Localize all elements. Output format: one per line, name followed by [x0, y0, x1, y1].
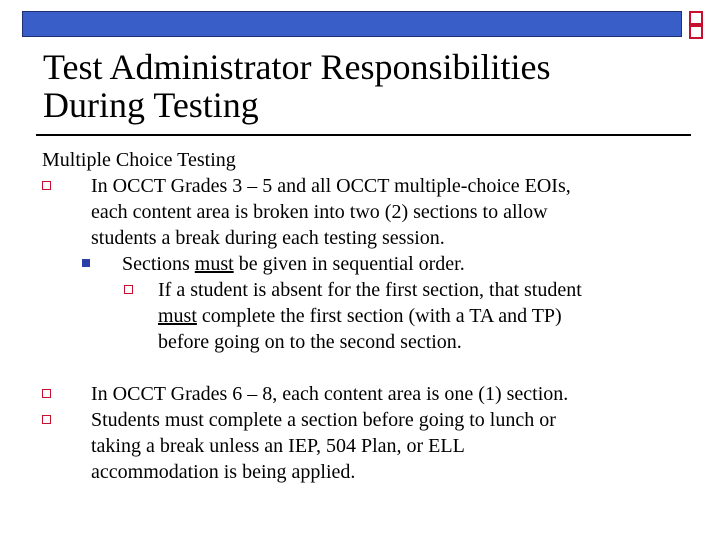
- slide-title: [43, 48, 683, 124]
- corner-square-decoration: [689, 25, 703, 39]
- bullet-1-line-3: students a break during each testing session.: [91, 227, 445, 249]
- sub-sub-bullet-line-2: [158, 303, 562, 329]
- sub-bullet-1: [122, 251, 465, 277]
- bullet-3-line-3: accommodation is being applied.: [91, 461, 356, 483]
- bullet-3-line-1: Students must complete a section before going to lunch or: [91, 409, 556, 431]
- bullet-square-icon: [42, 389, 51, 398]
- title-line-2: During Testing: [43, 85, 259, 125]
- title-line-1: Test Administrator Responsibilities: [43, 47, 551, 87]
- header-bar: [22, 11, 682, 37]
- sub-bullet-1-emphasis: must: [194, 253, 234, 275]
- bullet-2: In OCCT Grades 6 – 8, each content area is one (1) section.: [91, 383, 569, 405]
- bullet-3-line-2: taking a break unless an IEP, 504 Plan, or ELL: [91, 435, 465, 457]
- bullet-square-icon: [42, 415, 51, 424]
- sub-sub-bullet-line-1: If a student is absent for the first section, that student: [158, 279, 582, 301]
- bullet-filled-square-icon: [82, 259, 90, 267]
- sub-bullet-1-before: Sections: [122, 253, 195, 275]
- bullet-1-line-2: each content area is broken into two (2) sections to allow: [91, 201, 548, 223]
- title-divider: [36, 134, 691, 136]
- sub-sub-bullet-emphasis: must: [158, 305, 197, 327]
- bullet-square-icon: [42, 181, 51, 190]
- sub-sub-bullet-line-3: before going on to the second section.: [158, 331, 462, 353]
- sub-sub-bullet-line-2-rest: complete the first section (with a TA and TP): [196, 305, 562, 327]
- bullet-square-icon: [124, 285, 133, 294]
- section-heading: Multiple Choice Testing: [42, 149, 236, 171]
- corner-square-decoration: [689, 11, 703, 25]
- bullet-1-line-1: In OCCT Grades 3 – 5 and all OCCT multiple-choice EOIs,: [91, 175, 571, 197]
- sub-bullet-1-after: be given in sequential order.: [233, 253, 465, 275]
